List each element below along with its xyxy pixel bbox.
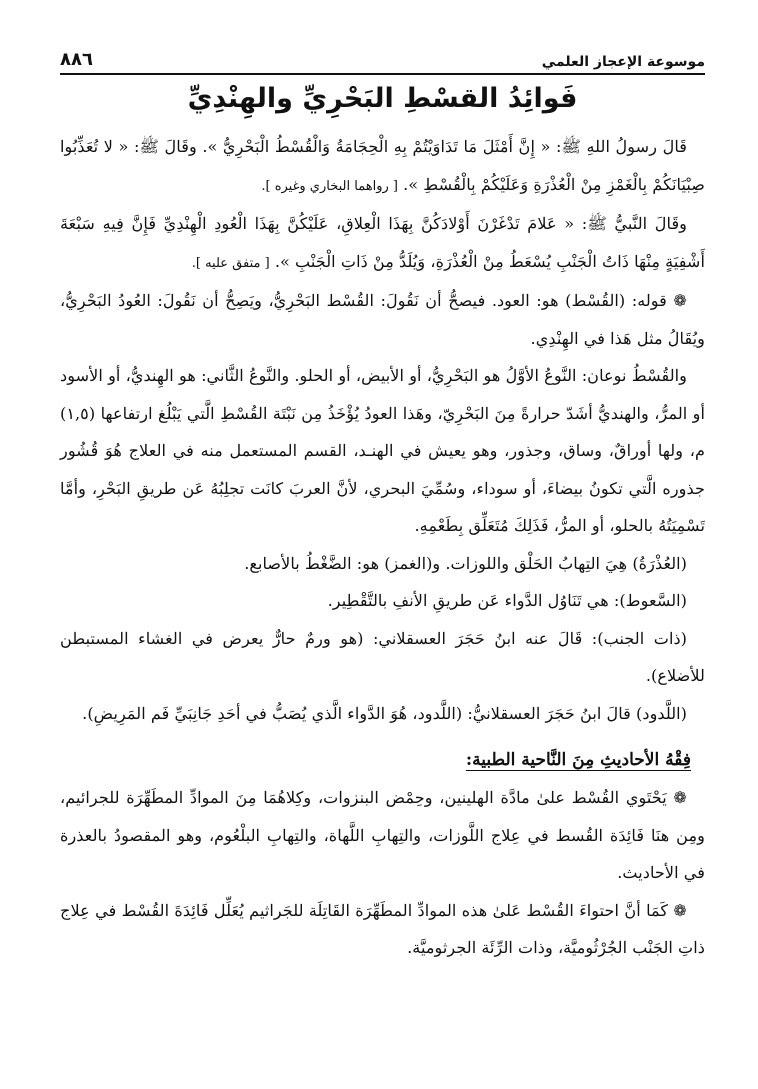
paragraph-text: ❁ يَحْتَوي القُسْط علىٰ مادَّة الهلينين، وحِمْض البنزوات، وكِلاهُمَا مِنَ الموادِّ المطَهِّرَة للجرائيم، ومِن هنَا فَائِدَة القُسط في عِلاج اللَّوزات، والتِهابِ اللَّهاة، والتِهابِ البلْعُوم، وهو المقصودُ بالعذرة في الأحاديث. <box>60 788 705 882</box>
paragraph-text: (اللَّدود) قالَ ابنُ حَجَرَ العسقلانيُّ: (اللَّدود، هُوَ الدَّواء الَّذي يُصَبُّ في أحَدِ جَانِبَيِّ فَم المَرِيضِ). <box>82 703 687 723</box>
chapter-title: فَوائِدُ القسْطِ البَحْرِيِّ والهِنْدِيِّ <box>187 83 578 114</box>
book-title: موسوعة الإعجاز العلمي <box>541 54 705 70</box>
paragraph-text: قَالَ رسولُ اللهِ ﷺ: « إِنَّ أَمْثَلَ مَا تَدَاوَيْتُمْ بِهِ الْحِجَامَةُ وَالْقُسْطُ الْبَحْرِيُّ ». وقَالَ ﷺ: « لا تُعَذِّبُوا صِبْيَانَكُمْ بِالْغَمْزِ مِنْ الْعُذْرَةِ وَعَلَيْكُمْ بِالْقُسْطِ ». <box>60 137 705 194</box>
explanation-paragraph <box>60 282 705 357</box>
document-page <box>60 40 705 1060</box>
types-paragraph <box>60 357 705 545</box>
hadith-paragraph-2 <box>60 205 705 282</box>
source-note: [ رواهما البخاري وغيره ]. <box>261 178 398 194</box>
paragraph-text: (السَّعوط): هي تَنَاوُل الدَّواء عَن طريقِ الأنفِ بالتَّقْطِير. <box>327 591 687 610</box>
source-note: [ متفق عليه ]. <box>191 255 270 271</box>
paragraph-text: ❁ كَمَا أنَّ احتواءَ القُسْط عَلىٰ هذه الموادِّ المطَهِّرَة القَاتِلَة للجَراثيم يُعَلِّل فَائِدَةَ القُسْط في عِلاج ذاتِ الجَنْب الجُرْثُوميَّة، وذات الرِّئَة الجرثوميَّة. <box>60 900 705 957</box>
running-header <box>60 40 705 75</box>
paragraph-text: (ذات الجنب): قَالَ عنه ابنُ حَجَرَ العسقلاني: (هو ورمٌ حارٌّ يعرض في الغشاء المستبطن للأضلاع). <box>60 628 705 685</box>
medical-paragraph-2 <box>60 892 705 967</box>
page-number: ٨٨٦ <box>60 49 93 70</box>
definition-saout <box>60 582 705 620</box>
paragraph-text: والقُسْطُ نوعان: النَّوعُ الأوَّلُ هو البَحْرِيُّ، أو الأبيض، أو الحلو. والنَّوعُ الثَّاني: هو الهِنديُّ، أو الأسود أو المرُّ، والهنديُّ أشَدّ حرارةً مِنَ البَحْرِيّ، وهَذا العودُ يُؤْخَذُ مِن نَبْتَة القُسْطِ الَّتي يَبْلُغ ارتفاعها (١,٥) م، ولها أوراقٌ، وساق، وجذور، وهو يعيش في الهنـد، القسم المستعمل منه في العلاج هُوَ قُشُور جذوره الَّتي تكونُ بيضاءَ، أو سوداء، وسُمِّيَ البحري، لأنَّ العربَ كانَت تجلِبُهُ عَن طريقِ البَحْرِ، وأمَّا تَسْمِيَتُهُ بالحلو، أو المرُّ، فَذَلِكَ مُتَعَلِّق بِطَعْمِهِ. <box>60 366 705 535</box>
definition-dhat-al-janb <box>60 620 705 695</box>
medical-paragraph-1 <box>60 779 705 892</box>
paragraph-text: ❁ قوله: (القُسْط) هو: العود. فيصحُّ أن نَقُولَ: القُسْط البَحْرِيُّ، ويَصِحُّ أن نَقُولَ: العُودُ البَحْرِيُّ، ويُقَالُ مثل هَذا في الهِنْدِي. <box>60 291 705 348</box>
section-heading: فِقْهُ الأحاديثِ مِنَ النَّاحية الطبية: <box>465 750 691 770</box>
definition-ladud <box>60 695 705 733</box>
paragraph-text: وقَالَ النَّبيُّ ﷺ: « عَلامَ تَدْغَرْنَ أَوْلادَكُنَّ بِهَذَا الْعِلاقِ، عَلَيْكُنَّ بِهَذَا الْعُودِ الْهِنْدِيِّ فَإِنَّ فِيهِ سَبْعَةَ أَشْفِيَةٍ مِنْهَا ذَاتُ الْجَنْبِ يُسْعَطُ مِنْ الْعُذْرَةِ، وَيُلَدُّ مِنْ ذَاتِ الْجَنْبِ ». <box>60 214 705 271</box>
paragraph-text: (العُذْرَةُ) هِيَ التِهابُ الحَلْق واللوزات. و(الغمز) هو: الضَّغْطُ بالأصابع. <box>244 553 687 573</box>
hadith-paragraph-1 <box>60 128 705 205</box>
definition-udhra <box>60 545 705 583</box>
